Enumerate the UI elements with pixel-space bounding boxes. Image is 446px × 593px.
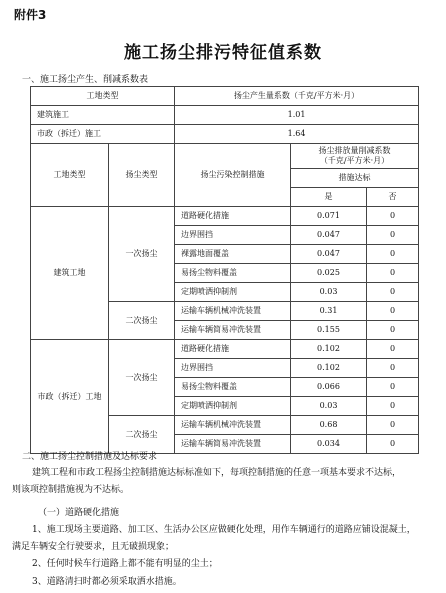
table2-header-dust: 扬尘类型 (109, 144, 175, 207)
table-row (31, 340, 419, 359)
subsection-road-hardening: （一）道路硬化措施 (38, 508, 120, 518)
no-value-cell: 0 (367, 416, 419, 435)
section-2-intro-line2: 则该项控制措施视为不达标。 (12, 485, 130, 495)
table1-header-row (31, 87, 419, 106)
yes-value-cell: 0.071 (291, 207, 367, 226)
measure-cell: 道路硬化措施 (175, 207, 291, 226)
item-2: 2、任何时候车行道路上都不能有明显的尘土； (32, 559, 218, 569)
yes-value-cell: 0.31 (291, 302, 367, 321)
dust-type-cell: 一次扬尘 (109, 340, 175, 416)
yes-value-cell: 0.034 (291, 435, 367, 454)
table2-header-row (31, 144, 419, 169)
yes-value-cell: 0.025 (291, 264, 367, 283)
reduction-unit: （千克/平方米·月） (319, 156, 390, 165)
table2-header-no: 否 (367, 188, 419, 207)
no-value-cell: 0 (367, 340, 419, 359)
measure-cell: 定期喷洒抑制剂 (175, 283, 291, 302)
table-row (31, 125, 419, 144)
table-row (31, 106, 419, 125)
reduction-label: 扬尘排放量削减系数 (318, 146, 391, 155)
site-type-cell: 建筑工地 (31, 207, 109, 340)
table1-coef-cell: 1.64 (175, 125, 419, 144)
no-value-cell: 0 (367, 226, 419, 245)
yes-value-cell: 0.066 (291, 378, 367, 397)
table2-header-yes: 是 (291, 188, 367, 207)
no-value-cell: 0 (367, 207, 419, 226)
table1-header-type: 工地类型 (31, 87, 175, 106)
no-value-cell: 0 (367, 264, 419, 283)
measure-cell: 裸露地面覆盖 (175, 245, 291, 264)
yes-value-cell: 0.102 (291, 340, 367, 359)
no-value-cell: 0 (367, 359, 419, 378)
table2-header-reduction (291, 144, 419, 169)
no-value-cell: 0 (367, 397, 419, 416)
measure-cell: 运输车辆简易冲洗装置 (175, 321, 291, 340)
measure-cell: 边界围挡 (175, 359, 291, 378)
measure-cell: 边界围挡 (175, 226, 291, 245)
dust-type-cell: 二次扬尘 (109, 302, 175, 340)
yes-value-cell: 0.155 (291, 321, 367, 340)
no-value-cell: 0 (367, 378, 419, 397)
measure-cell: 运输车辆机械冲洗装置 (175, 302, 291, 321)
dust-type-cell: 一次扬尘 (109, 207, 175, 302)
yes-value-cell: 0.03 (291, 397, 367, 416)
item-1-line2: 满足车辆安全行驶要求，且无破损现象； (12, 542, 175, 552)
measure-cell: 运输车辆简易冲洗装置 (175, 435, 291, 454)
no-value-cell: 0 (367, 245, 419, 264)
section-2-intro-line1: 建筑工程和市政工程扬尘控制措施达标标准如下，每项控制措施的任意一项基本要求不达标， (32, 468, 402, 478)
no-value-cell: 0 (367, 435, 419, 454)
item-1-line1: 1、施工现场主要道路、加工区、生活办公区应做硬化处理，用作车辆通行的道路应铺设混凝土， (32, 525, 416, 535)
measure-cell: 定期喷洒抑制剂 (175, 397, 291, 416)
yes-value-cell: 0.68 (291, 416, 367, 435)
section-2-heading: 二、施工扬尘控制措施及达标要求 (22, 452, 158, 462)
measure-cell: 易扬尘物料覆盖 (175, 264, 291, 283)
no-value-cell: 0 (367, 321, 419, 340)
table2-header-compliance: 措施达标 (291, 169, 419, 188)
yes-value-cell: 0.102 (291, 359, 367, 378)
section-1-heading: 一、施工扬尘产生、削减系数表 (22, 75, 149, 85)
measure-cell: 易扬尘物料覆盖 (175, 378, 291, 397)
site-type-cell: 市政（拆迁）工地 (31, 340, 109, 454)
item-3: 3、道路清扫时都必须采取洒水措施。 (32, 577, 182, 587)
table1-header-coef: 扬尘产生量系数（千克/平方米·月） (175, 87, 419, 106)
table-row (31, 207, 419, 226)
dust-coefficient-table (30, 86, 419, 454)
measure-cell: 运输车辆机械冲洗装置 (175, 416, 291, 435)
page-title: 施工扬尘排污特征值系数 (124, 43, 322, 63)
table2-header-measure: 扬尘污染控制措施 (175, 144, 291, 207)
no-value-cell: 0 (367, 302, 419, 321)
measure-cell: 道路硬化措施 (175, 340, 291, 359)
yes-value-cell: 0.047 (291, 226, 367, 245)
attachment-label: 附件3 (14, 8, 47, 22)
table1-type-cell: 建筑施工 (31, 106, 175, 125)
dust-type-cell: 二次扬尘 (109, 416, 175, 454)
table1-coef-cell: 1.01 (175, 106, 419, 125)
table1-type-cell: 市政（拆迁）施工 (31, 125, 175, 144)
yes-value-cell: 0.03 (291, 283, 367, 302)
table2-header-site: 工地类型 (31, 144, 109, 207)
no-value-cell: 0 (367, 283, 419, 302)
yes-value-cell: 0.047 (291, 245, 367, 264)
